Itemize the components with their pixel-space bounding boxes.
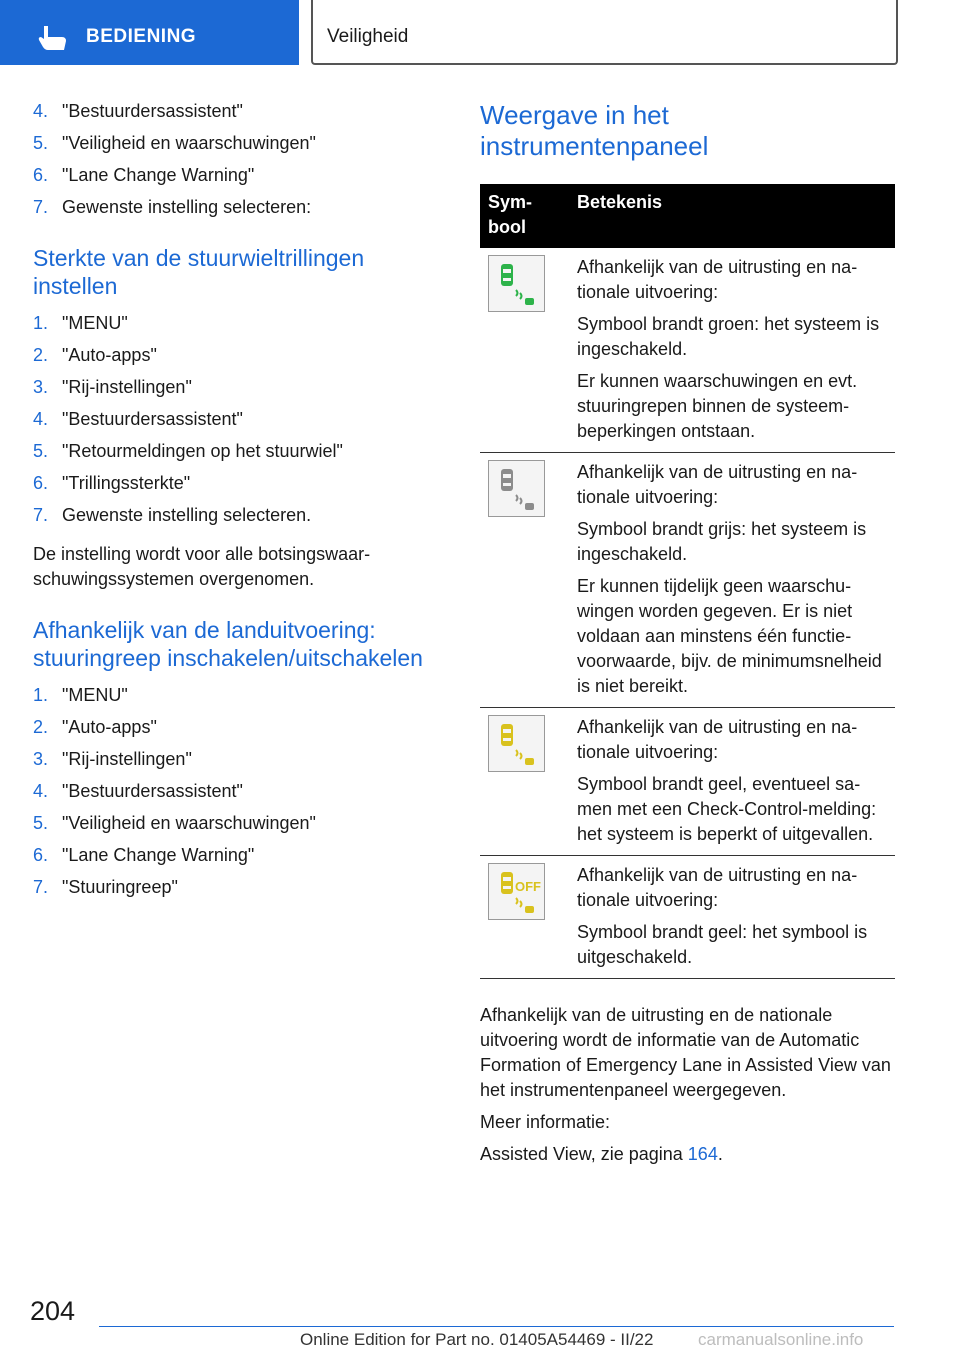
column-header-meaning: Betekenis: [569, 184, 895, 248]
step-number: 6.: [33, 845, 49, 865]
step-number: 7.: [33, 197, 49, 217]
info-text: [480, 1003, 895, 1167]
list-item: [33, 876, 453, 908]
step-text: "Trillingssterkte": [62, 473, 191, 493]
right-column: [480, 100, 895, 1174]
section-heading-vibration: Sterkte van de stuurwieltrillingen instellen: [33, 245, 365, 299]
page-number: 204: [30, 1296, 76, 1326]
step-text: "Stuuringreep": [62, 877, 178, 897]
step-number: 5.: [33, 813, 49, 833]
step-number: 1.: [33, 685, 49, 705]
cell-text: Symbool brandt geel: het symbool is uitgeschakeld.: [577, 922, 868, 967]
list-item: [33, 196, 453, 228]
step-number: 1.: [33, 313, 49, 333]
list-item: [33, 812, 453, 844]
step-text: "Rij-instellingen": [62, 749, 192, 769]
step-text: "Bestuurdersassistent": [62, 409, 243, 429]
cell-text: Afhankelijk van de uitrusting en nationale uitvoering:: [577, 865, 858, 910]
list-item: [33, 164, 453, 196]
list-item: [33, 132, 453, 164]
list-item: [33, 100, 453, 132]
reference-end: .: [717, 1144, 723, 1164]
step-number: 4.: [33, 409, 49, 429]
cell-text: Afhankelijk van de uitrusting en nationale uitvoering:: [577, 257, 858, 302]
list-item: [33, 780, 453, 812]
lane-change-grey-icon: [488, 460, 545, 517]
list-item: [33, 716, 453, 748]
step-number: 3.: [33, 749, 49, 769]
page-title: Weergave in het instrumentenpaneel: [480, 100, 709, 161]
step-text: "Rij-instellingen": [62, 377, 192, 397]
chapter-label: Veiligheid: [327, 26, 409, 47]
list-item: [33, 408, 453, 440]
edition-text: Online Edition for Part no. 01405A54469 - II/22: [300, 1330, 654, 1349]
chapter-header: [311, 0, 898, 65]
list-item: [33, 440, 453, 472]
table-row: [480, 856, 895, 979]
hand-pointer-icon: [38, 24, 68, 52]
steps-list-1: [33, 100, 453, 228]
step-text: "Retourmeldingen op het stuurwiel": [62, 441, 343, 461]
step-text: "Lane Change Warning": [62, 165, 255, 185]
reference-line: [480, 1142, 895, 1167]
step-number: 2.: [33, 345, 49, 365]
step-number: 4.: [33, 101, 49, 121]
table-row: [480, 248, 895, 453]
list-item: [33, 376, 453, 408]
cell-text: Afhankelijk van de uitrusting en nationale uitvoering:: [577, 717, 858, 762]
section-label: BEDIENING: [86, 26, 197, 47]
step-number: 4.: [33, 781, 49, 801]
step-text: Gewenste instelling selecteren.: [62, 505, 312, 525]
lane-change-yellow-icon: [488, 715, 545, 772]
off-label: OFF: [515, 879, 541, 894]
cell-text: Symbool brandt geel, eventueel samen met een Check-Control-melding: het systeem is beperkt of uitgevallen.: [577, 774, 877, 844]
reference-text: Assisted View, zie pagina: [480, 1144, 688, 1164]
section-tab: [0, 0, 299, 65]
left-column: [33, 100, 453, 908]
page-reference-link[interactable]: 164: [687, 1144, 718, 1164]
section-heading-steering: Afhankelijk van de landuitvoering: stuuringreep inschakelen/uitschakelen: [33, 617, 423, 671]
cell-text: Symbool brandt groen: het systeem is ingeschakeld.: [577, 314, 880, 359]
cell-text: Afhankelijk van de uitrusting en nationale uitvoering:: [577, 462, 858, 507]
step-number: 6.: [33, 165, 49, 185]
step-text: "Veiligheid en waarschuwingen": [62, 133, 316, 153]
step-number: 2.: [33, 717, 49, 737]
list-item: [33, 312, 453, 344]
table-header-row: [480, 184, 895, 248]
list-item: [33, 748, 453, 780]
step-text: "Bestuurdersassistent": [62, 101, 243, 121]
paragraph-vibration-note: De instelling wordt voor alle botsingswaarschuwingssystemen overgenomen.: [33, 544, 371, 589]
footer-divider: [99, 1326, 894, 1327]
step-number: 7.: [33, 505, 49, 525]
step-number: 6.: [33, 473, 49, 493]
step-text: Gewenste instelling selecteren:: [62, 197, 312, 217]
steps-list-2: [33, 312, 453, 536]
list-item: [33, 684, 453, 716]
step-number: 5.: [33, 133, 49, 153]
cell-text: Symbool brandt grijs: het systeem is ingeschakeld.: [577, 519, 867, 564]
step-text: "Lane Change Warning": [62, 845, 255, 865]
info-paragraph: Afhankelijk van de uitrusting en de nationale uitvoering wordt de informatie van de Automatic Formation of Emergency Lane in Assisted View van het instrumentenpaneel weergegeven.: [480, 1005, 891, 1100]
step-number: 5.: [33, 441, 49, 461]
step-text: "MENU": [62, 313, 128, 333]
table-row: [480, 453, 895, 708]
cell-text: Er kunnen waarschuwingen en evt. stuuringrepen binnen de systeembeperkingen ontstaan.: [577, 371, 858, 441]
list-item: [33, 472, 453, 504]
step-number: 7.: [33, 877, 49, 897]
step-number: 3.: [33, 377, 49, 397]
step-text: "Veiligheid en waarschuwingen": [62, 813, 316, 833]
table-row: [480, 708, 895, 856]
step-text: "Auto-apps": [62, 345, 157, 365]
step-text: "Bestuurdersassistent": [62, 781, 243, 801]
more-info-label: Meer informatie:: [480, 1112, 611, 1132]
cell-text: Er kunnen tijdelijk geen waarschuwingen worden gegeven. Er is niet voldaan aan minstens één functievoorwaarde, bijv. de minimumsnelheid is niet bereikt.: [577, 576, 882, 696]
list-item: [33, 844, 453, 876]
step-text: "Auto-apps": [62, 717, 157, 737]
lane-change-green-icon: [488, 255, 545, 312]
list-item: [33, 344, 453, 376]
symbol-table: [480, 184, 895, 979]
column-header-symbol: Symbool: [480, 184, 569, 248]
watermark-brand: carmanualsonline.info: [698, 1330, 864, 1349]
step-text: "MENU": [62, 685, 128, 705]
steps-list-3: [33, 684, 453, 908]
list-item: [33, 504, 453, 536]
lane-change-off-icon: [488, 863, 545, 920]
